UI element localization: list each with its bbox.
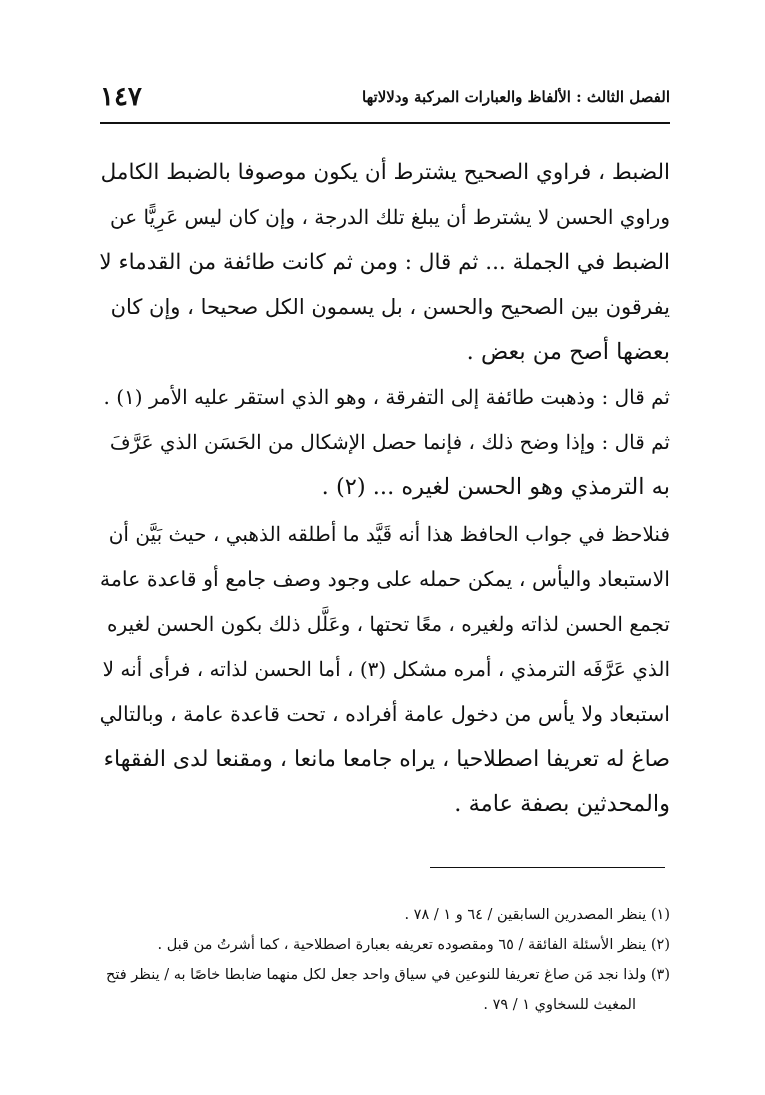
text-line: الاستبعاد واليأس ، يمكن حمله على وجود وصف جامع أو قاعدة عامة [99, 567, 670, 591]
footnote-3-continuation: المغيث للسخاوي ١ / ٧٩ . [483, 997, 636, 1013]
running-header [100, 84, 670, 120]
page-number: ١٤٧ [100, 82, 142, 112]
text-line: الضبط ، فراوي الصحيح يشترط أن يكون موصوفا بالضبط الكامل [100, 160, 670, 185]
footnote-divider [430, 867, 665, 868]
paragraph [98, 420, 670, 510]
paragraph [98, 512, 670, 827]
text-line: الضبط في الجملة ... ثم قال : ومن ثم كانت طائفة من القدماء لا [99, 250, 670, 275]
text-line: استبعاد ولا يأس من دخول عامة أفراده ، تحت قاعدة عامة ، وبالتالي [99, 702, 670, 726]
chapter-title: الفصل الثالث : الألفاظ والعبارات المركبة ودلالاتها [362, 88, 670, 106]
main-text [98, 150, 670, 827]
footnote-3: (٣) ولذا نجد مَن صاغ تعريفا للنوعين في سياق واحد جعل لكل منهما ضابطا خاصًا به / ينظر فتح [106, 967, 670, 983]
text-line: ثم قال : وذهبت طائفة إلى التفرقة ، وهو الذي استقر عليه الأمر (١) . [103, 385, 670, 409]
footnote-2: (٢) ينظر الأسئلة الفائقة / ٦٥ ومقصوده تعريفه بعبارة اصطلاحية ، كما أشرتُ من قبل . [157, 937, 670, 953]
text-line: والمحدثين بصفة عامة . [454, 791, 670, 817]
text-line: فنلاحظ في جواب الحافظ هذا أنه قَيَّد ما أطلقه الذهبي ، حيث بَيَّن أن [108, 522, 670, 546]
text-line: وراوي الحسن لا يشترط أن يبلغ تلك الدرجة ، وإن كان ليس عَرِيًّا عن [110, 205, 670, 229]
text-line: ثم قال : وإذا وضح ذلك ، فإنما حصل الإشكال من الحَسَن الذي عَرَّفَ [109, 430, 670, 454]
footnote-1: (١) ينظر المصدرين السابقين / ٦٤ و ١ / ٧٨ . [404, 907, 670, 923]
text-line: تجمع الحسن لذاته ولغيره ، معًا تحتها ، وعَلَّل ذلك بكون الحسن لغيره [107, 612, 670, 636]
text-line: بعضها أصح من بعض . [466, 339, 670, 365]
text-line: صاغ له تعريفا اصطلاحيا ، يراه جامعا مانعا ، ومقنعا لدى الفقهاء [103, 747, 670, 772]
text-line: الذي عَرَّفَه الترمذي ، أمره مشكل (٣) ، أما الحسن لذاته ، فرأى أنه لا [102, 657, 670, 681]
text-line: به الترمذي وهو الحسن لغيره ... (٢) . [321, 474, 670, 500]
text-line: يفرقون بين الصحيح والحسن ، بل يسمون الكل صحيحا ، وإن كان [110, 295, 670, 319]
footnotes [100, 900, 670, 1020]
paragraph [98, 375, 670, 420]
paragraph [98, 150, 670, 375]
header-divider [100, 122, 670, 124]
